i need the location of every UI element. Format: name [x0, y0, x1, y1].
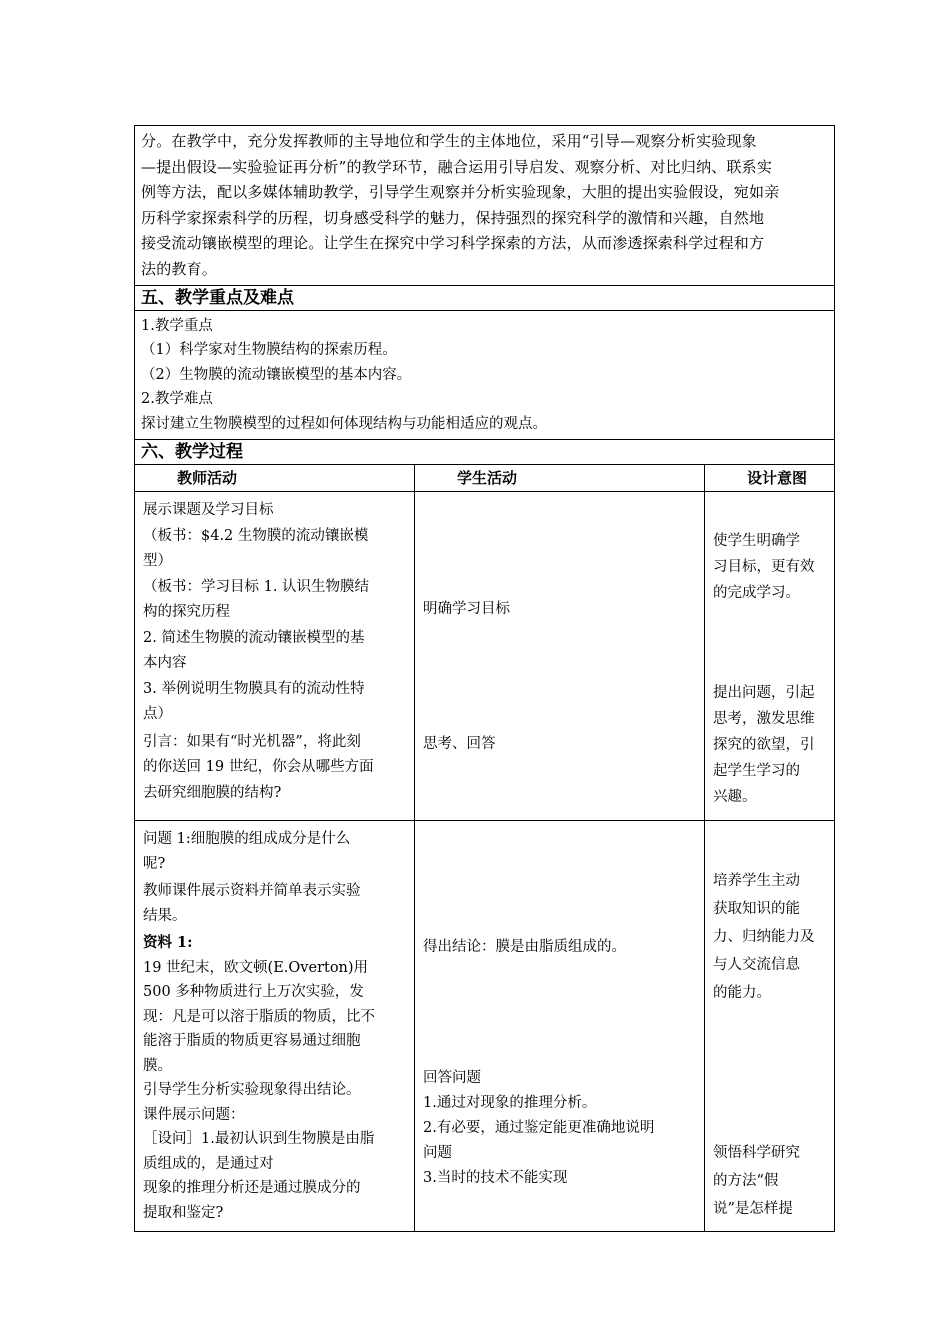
- teacher-activity-cell: [135, 492, 415, 821]
- difficult-points-heading: 2.教学难点: [141, 391, 213, 408]
- lesson-plan-table: [134, 125, 835, 1232]
- teacher-activity-cell: [135, 821, 415, 1232]
- section5-header-row: [135, 285, 835, 310]
- material-label: 资料 1:: [143, 934, 193, 952]
- teacher-line: 现象的推理分析还是通过膜成分的: [143, 1180, 361, 1197]
- design-line: 习目标，更有效: [713, 559, 815, 576]
- section6-title: 六、教学过程: [135, 440, 835, 465]
- student-line: 问题: [423, 1145, 452, 1162]
- teacher-line: 点）: [143, 706, 172, 723]
- key-points-heading: 1.教学重点: [141, 317, 213, 334]
- teacher-line: 型）: [143, 553, 172, 570]
- intro-line: 分。在教学中，充分发挥教师的主导地位和学生的主体地位，采用“引导—观察分析实验现象: [141, 132, 757, 150]
- design-line: 使学生明确学: [713, 533, 800, 550]
- student-line: 得出结论：膜是由脂质组成的。: [423, 939, 626, 956]
- teacher-line: 结果。: [143, 907, 187, 924]
- design-line: 领悟科学研究: [713, 1145, 800, 1162]
- intro-paragraph: [135, 126, 835, 286]
- teacher-line: 的你送回 19 世纪，你会从哪些方面: [143, 759, 374, 776]
- design-intent-cell: [705, 492, 835, 821]
- teacher-line: 本内容: [143, 655, 187, 672]
- student-line: 3.当时的技术不能实现: [423, 1170, 568, 1187]
- student-line: 明确学习目标: [423, 601, 510, 618]
- col-header-student: 学生活动: [415, 465, 705, 492]
- process-row-1: [135, 492, 835, 821]
- teacher-line: 课件展示问题：: [143, 1106, 245, 1123]
- section5-title: 五、教学重点及难点: [135, 285, 835, 310]
- lesson-plan-page: [134, 125, 834, 1232]
- teacher-line: 引言：如果有“时光机器”，将此刻: [143, 733, 361, 750]
- difficult-point-item: 探讨建立生物膜模型的过程如何体现结构与功能相适应的观点。: [141, 415, 547, 432]
- column-header-row: [135, 465, 835, 492]
- key-point-item: （1）科学家对生物膜结构的探索历程。: [141, 342, 397, 359]
- key-point-item: （2）生物膜的流动镶嵌模型的基本内容。: [141, 366, 412, 383]
- student-line: 思考、回答: [423, 736, 496, 753]
- design-intent-cell: [705, 821, 835, 1232]
- teacher-line: 去研究细胞膜的结构?: [143, 784, 282, 801]
- design-line: 提出问题，引起: [713, 685, 815, 702]
- teacher-line: 提取和鉴定?: [143, 1204, 224, 1221]
- design-line: 培养学生主动: [713, 873, 800, 890]
- teacher-line: （板书：学习目标 1. 认识生物膜结: [143, 578, 370, 595]
- section6-header-row: [135, 440, 835, 465]
- design-line: 思考，激发思维: [713, 711, 815, 728]
- design-line: 探究的欲望，引: [713, 737, 815, 754]
- student-activity-cell: [415, 821, 705, 1232]
- design-line: 的完成学习。: [713, 585, 800, 602]
- intro-line: 接受流动镶嵌模型的理论。让学生在探究中学习科学探索的方法，从而渗透探索科学过程和方: [141, 234, 765, 253]
- intro-line: 法的教育。: [141, 259, 218, 278]
- design-line: 的能力。: [713, 985, 771, 1002]
- intro-row: [135, 126, 835, 286]
- teacher-line: 500 多种物质进行上万次实验，发: [143, 984, 364, 1001]
- design-line: 力、归纳能力及: [713, 929, 815, 946]
- student-activity-cell: [415, 492, 705, 821]
- process-row-2: [135, 821, 835, 1232]
- student-line: 回答问题: [423, 1070, 481, 1087]
- col-header-teacher: 教师活动: [135, 465, 415, 492]
- student-line: 1.通过对现象的推理分析。: [423, 1095, 597, 1112]
- teacher-line: 膜。: [143, 1057, 172, 1074]
- teacher-line: 构的探究历程: [143, 604, 230, 621]
- teacher-line: 现：凡是可以溶于脂质的物质，比不: [143, 1008, 375, 1025]
- student-line: 2.有必要，通过鉴定能更准确地说明: [423, 1120, 655, 1137]
- teacher-line: 呢?: [143, 855, 166, 872]
- teacher-line: 能溶于脂质的物质更容易通过细胞: [143, 1033, 361, 1050]
- teacher-line: 教师课件展示资料并简单表示实验: [143, 883, 361, 900]
- teacher-line: 2. 简述生物膜的流动镶嵌模型的基: [143, 629, 365, 646]
- teacher-line: ［设问］1.最初认识到生物膜是由脂: [143, 1131, 375, 1148]
- teacher-line: 质组成的，是通过对: [143, 1155, 274, 1172]
- design-line: 与人交流信息: [713, 957, 800, 974]
- section5-body-row: [135, 310, 835, 440]
- teacher-line: 19 世纪末，欧文顿(E.Overton)用: [143, 959, 369, 976]
- intro-line: 历科学家探索科学的历程，切身感受科学的魅力，保持强烈的探究科学的激情和兴趣，自然地: [141, 208, 765, 227]
- design-line: 起学生学习的: [713, 763, 800, 780]
- intro-line: —提出假设—实验验证再分析”的教学环节，融合运用引导启发、观察分析、对比归纳、联系实: [141, 157, 773, 176]
- section5-body: [135, 310, 835, 440]
- teacher-line: 引导学生分析实验现象得出结论。: [143, 1082, 361, 1099]
- design-line: 说”是怎样提: [713, 1201, 793, 1218]
- intro-line: 例等方法，配以多媒体辅助教学，引导学生观察并分析实验现象，大胆的提出实验假设，宛如亲: [141, 183, 780, 202]
- design-line: 的方法“假: [713, 1173, 779, 1190]
- teacher-line: （板书：$4.2 生物膜的流动镶嵌模: [143, 527, 369, 544]
- design-line: 获取知识的能: [713, 901, 800, 918]
- teacher-line: 问题 1:细胞膜的组成成分是什么: [143, 831, 351, 848]
- design-line: 兴趣。: [713, 789, 757, 806]
- teacher-line: 3. 举例说明生物膜具有的流动性特: [143, 680, 365, 697]
- teacher-line: 展示课题及学习目标: [143, 502, 274, 519]
- col-header-design: 设计意图: [705, 465, 835, 492]
